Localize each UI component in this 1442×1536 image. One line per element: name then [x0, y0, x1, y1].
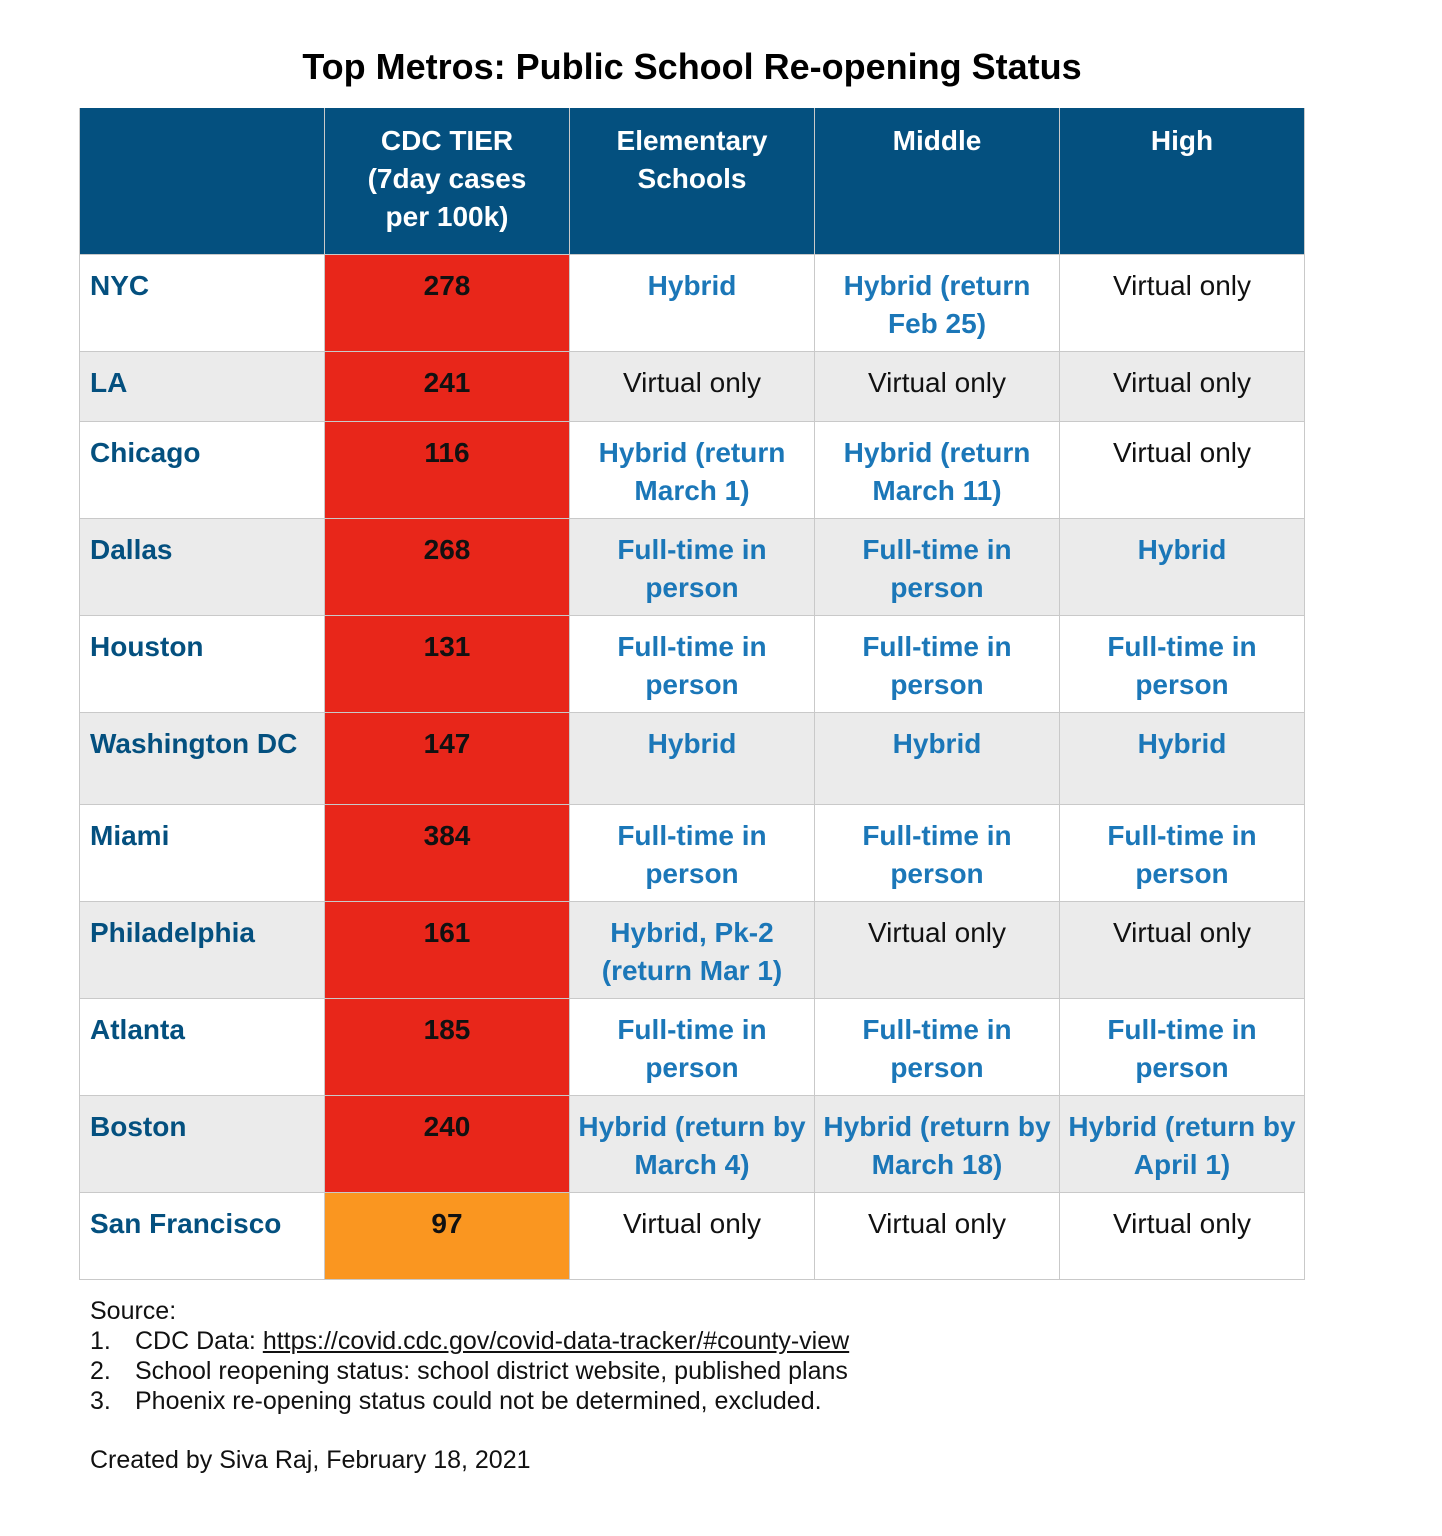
header-metro [80, 108, 325, 255]
metro-name: Philadelphia [80, 902, 325, 999]
note-text: School reopening status: school district website, published plans [135, 1357, 848, 1385]
table-row [80, 1193, 1305, 1280]
source-label: Source: [90, 1297, 177, 1325]
note-text: Phoenix re-opening status could not be determined, excluded. [135, 1387, 822, 1415]
high-status: Virtual only [1060, 902, 1305, 999]
header-line: Schools [637, 163, 747, 194]
middle-status: Hybrid (return by March 18) [815, 1096, 1060, 1193]
note-number: 1. [90, 1327, 111, 1355]
high-status: Hybrid [1060, 519, 1305, 616]
metro-name: Chicago [80, 422, 325, 519]
cdc-tier-value: 240 [325, 1096, 570, 1193]
table-row [80, 805, 1305, 902]
middle-status: Virtual only [815, 352, 1060, 422]
elementary-status: Hybrid [570, 713, 815, 805]
elementary-status: Full-time in person [570, 805, 815, 902]
cdc-tier-value: 97 [325, 1193, 570, 1280]
high-status: Full-time in person [1060, 616, 1305, 713]
table-row [80, 713, 1305, 805]
header-line: Middle [892, 125, 982, 156]
header-elementary [570, 108, 815, 255]
middle-status: Full-time in person [815, 519, 1060, 616]
credit-line: Created by Siva Raj, February 18, 2021 [90, 1446, 531, 1474]
table-row [80, 352, 1305, 422]
header-high [1060, 108, 1305, 255]
note-item [90, 1356, 849, 1386]
table-row [80, 999, 1305, 1096]
metro-name: Atlanta [80, 999, 325, 1096]
elementary-status: Full-time in person [570, 519, 815, 616]
table-row [80, 616, 1305, 713]
cdc-tier-value: 131 [325, 616, 570, 713]
note-text-label: CDC Data: [135, 1327, 263, 1355]
table-row [80, 1096, 1305, 1193]
elementary-status: Full-time in person [570, 616, 815, 713]
header-line: High [1150, 125, 1214, 156]
note-item [90, 1386, 849, 1416]
metro-name: Dallas [80, 519, 325, 616]
high-status: Virtual only [1060, 422, 1305, 519]
note-item [90, 1326, 849, 1356]
metro-name: LA [80, 352, 325, 422]
table-body [80, 255, 1305, 1280]
middle-status: Full-time in person [815, 616, 1060, 713]
high-status: Hybrid (return by April 1) [1060, 1096, 1305, 1193]
note-number: 3. [90, 1387, 111, 1415]
middle-status: Virtual only [815, 1193, 1060, 1280]
high-status: Hybrid [1060, 713, 1305, 805]
middle-status: Hybrid (return March 11) [815, 422, 1060, 519]
metro-name: Miami [80, 805, 325, 902]
middle-status: Virtual only [815, 902, 1060, 999]
elementary-status: Hybrid, Pk-2 (return Mar 1) [570, 902, 815, 999]
cdc-data-link[interactable]: https://covid.cdc.gov/covid-data-tracker/#county-view [262, 1327, 850, 1355]
cdc-tier-value: 161 [325, 902, 570, 999]
cdc-tier-value: 185 [325, 999, 570, 1096]
table-row [80, 422, 1305, 519]
note-number: 2. [90, 1357, 111, 1385]
elementary-status: Virtual only [570, 1193, 815, 1280]
cdc-tier-value: 241 [325, 352, 570, 422]
cdc-tier-value: 116 [325, 422, 570, 519]
elementary-status: Hybrid [570, 255, 815, 352]
header-line: CDC TIER [380, 125, 514, 156]
metro-name: Houston [80, 616, 325, 713]
cdc-tier-value: 268 [325, 519, 570, 616]
metro-name: NYC [80, 255, 325, 352]
source-notes [90, 1296, 849, 1416]
header-line: per 100k) [385, 201, 509, 232]
elementary-status: Hybrid (return March 1) [570, 422, 815, 519]
middle-status: Full-time in person [815, 805, 1060, 902]
high-status: Full-time in person [1060, 805, 1305, 902]
header-cdc-tier [325, 108, 570, 255]
middle-status: Full-time in person [815, 999, 1060, 1096]
metro-name: Washington DC [80, 713, 325, 805]
cdc-tier-value: 147 [325, 713, 570, 805]
cdc-tier-value: 384 [325, 805, 570, 902]
metro-name: Boston [80, 1096, 325, 1193]
school-status-table [79, 108, 1305, 1280]
elementary-status: Full-time in person [570, 999, 815, 1096]
high-status: Virtual only [1060, 255, 1305, 352]
high-status: Virtual only [1060, 352, 1305, 422]
elementary-status: Virtual only [570, 352, 815, 422]
cdc-tier-value: 278 [325, 255, 570, 352]
middle-status: Hybrid (return Feb 25) [815, 255, 1060, 352]
table-row [80, 519, 1305, 616]
header-line: (7day cases [367, 163, 527, 194]
elementary-status: Hybrid (return by March 4) [570, 1096, 815, 1193]
header-row [80, 108, 1305, 255]
high-status: Virtual only [1060, 1193, 1305, 1280]
table-row [80, 255, 1305, 352]
high-status: Full-time in person [1060, 999, 1305, 1096]
header-middle [815, 108, 1060, 255]
note-text [135, 1326, 849, 1356]
middle-status: Hybrid [815, 713, 1060, 805]
header-line: Elementary [616, 125, 768, 156]
table-row [80, 902, 1305, 999]
page-title: Top Metros: Public School Re-opening Status [302, 46, 1082, 87]
metro-name: San Francisco [80, 1193, 325, 1280]
